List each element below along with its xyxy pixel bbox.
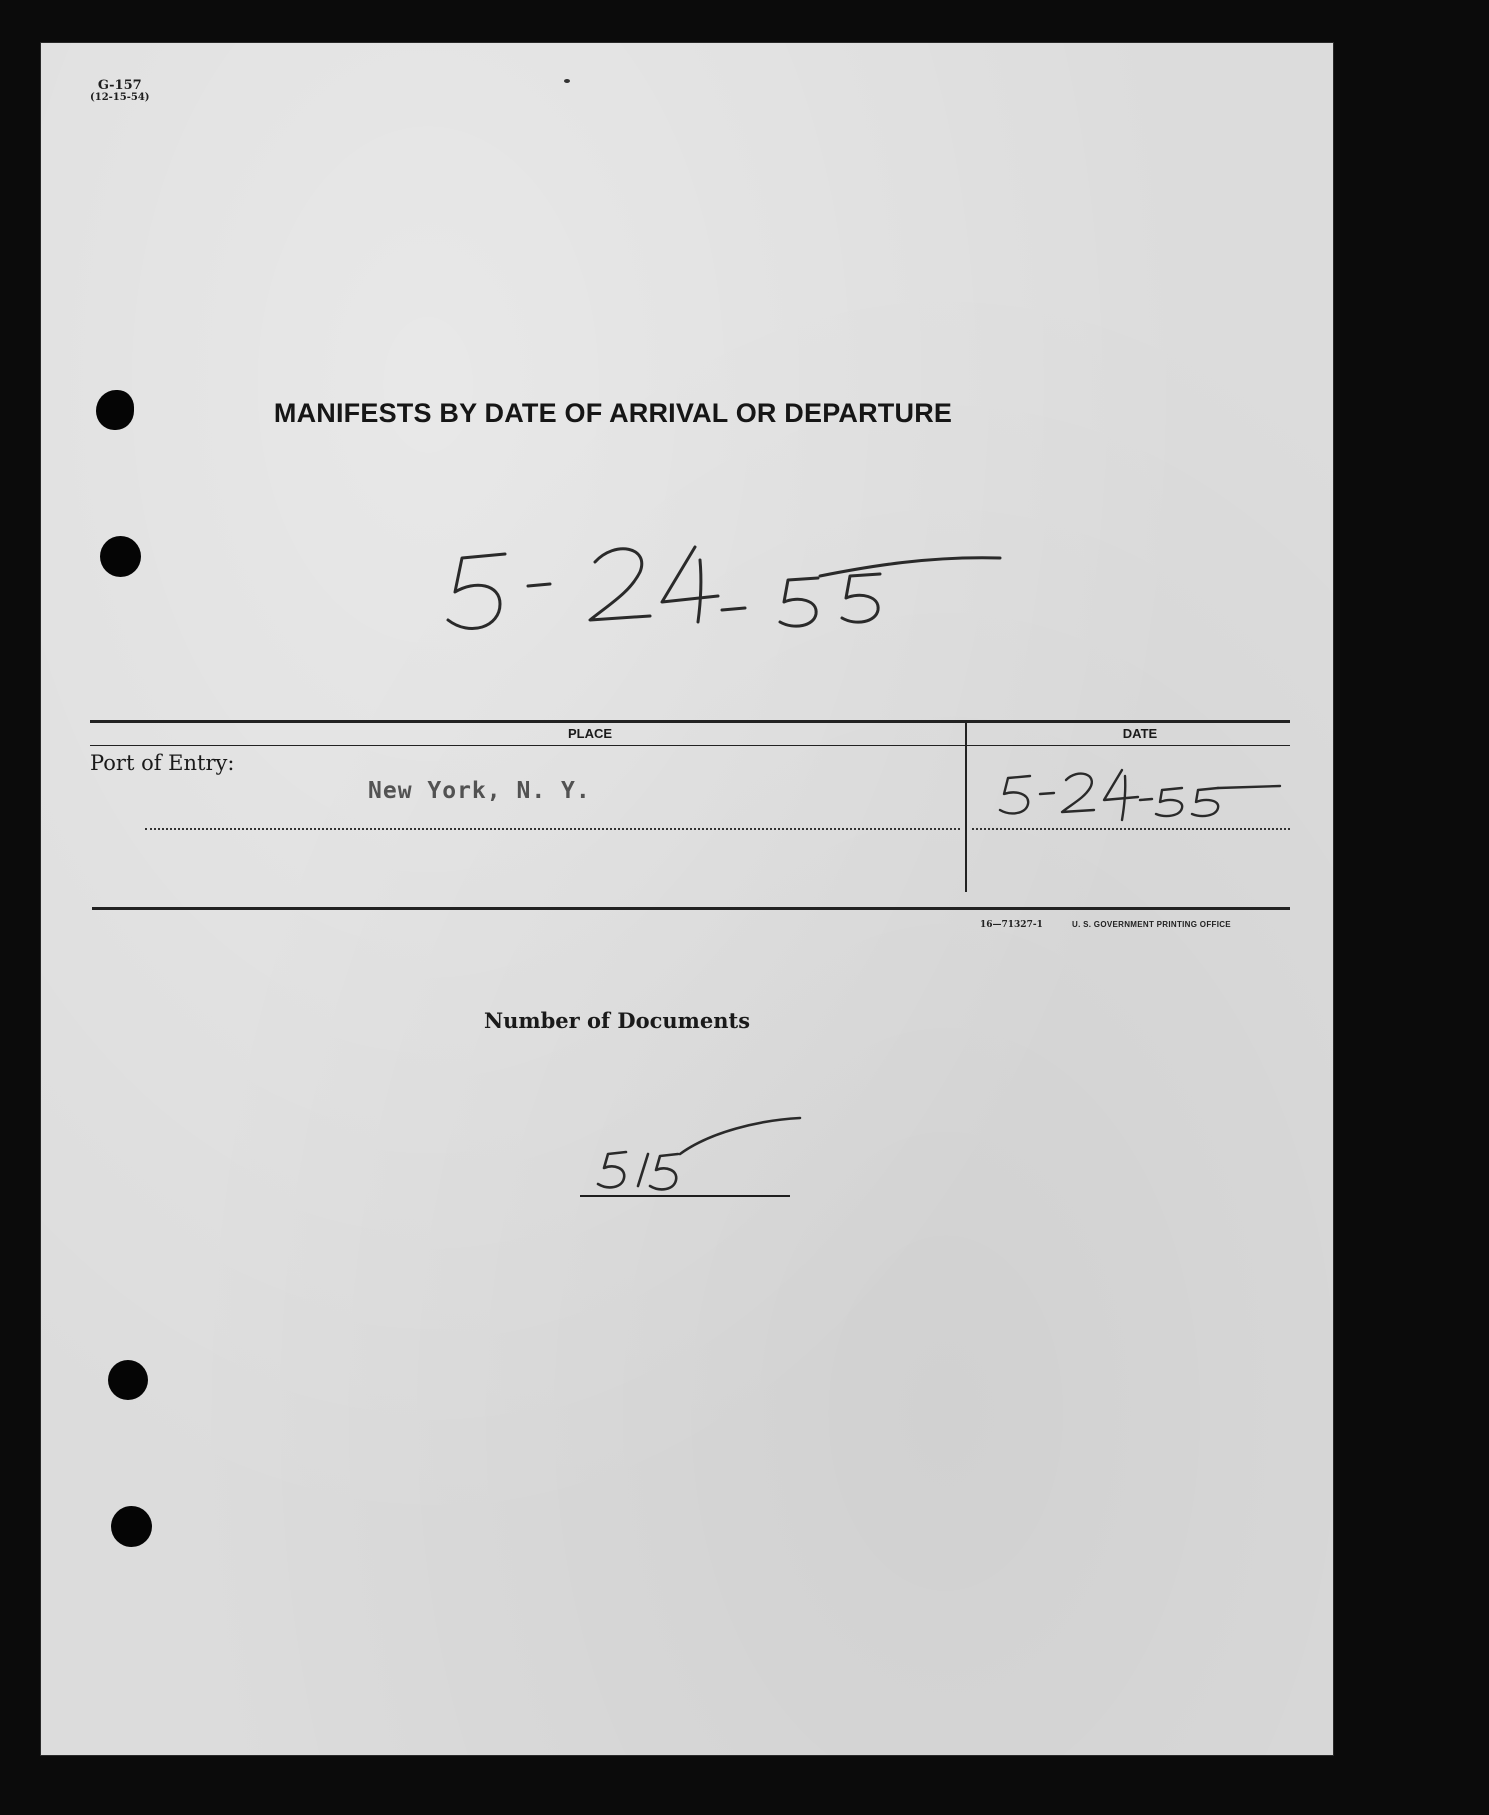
column-divider (965, 722, 967, 892)
date-dotted-line (972, 828, 1290, 830)
handwritten-date (400, 492, 1000, 642)
ink-speck (564, 79, 570, 83)
table-bottom-rule (92, 907, 1290, 910)
port-of-entry-label: Port of Entry: (90, 751, 235, 775)
form-code (90, 79, 150, 103)
document-count-text (40, 42, 41, 43)
date-value-text (40, 42, 41, 43)
place-column-header: PLACE (567, 726, 613, 741)
document-page (40, 42, 1334, 1756)
handwritten-date-text (40, 42, 41, 43)
form-number: G-157 (97, 78, 142, 93)
header-underline-left (90, 745, 1010, 746)
place-dotted-line (145, 828, 960, 830)
form-revision-date: (12-15-54) (90, 91, 150, 103)
number-of-documents-label: Number of Documents (483, 1008, 751, 1033)
punch-hole-2 (100, 536, 141, 577)
punch-hole-3 (108, 1360, 148, 1400)
place-value: New York, N. Y. (368, 778, 591, 804)
date-column-header: DATE (1122, 726, 1158, 741)
date-value (990, 742, 1310, 822)
print-code: 16—71327-1 (980, 920, 1043, 930)
punch-hole-4 (111, 1506, 152, 1547)
page-title: MANIFESTS BY DATE OF ARRIVAL OR DEPARTURE (273, 398, 953, 428)
table-top-rule (90, 720, 1290, 723)
printer-imprint: U. S. GOVERNMENT PRINTING OFFICE (1072, 920, 1231, 929)
document-count (580, 1102, 860, 1202)
